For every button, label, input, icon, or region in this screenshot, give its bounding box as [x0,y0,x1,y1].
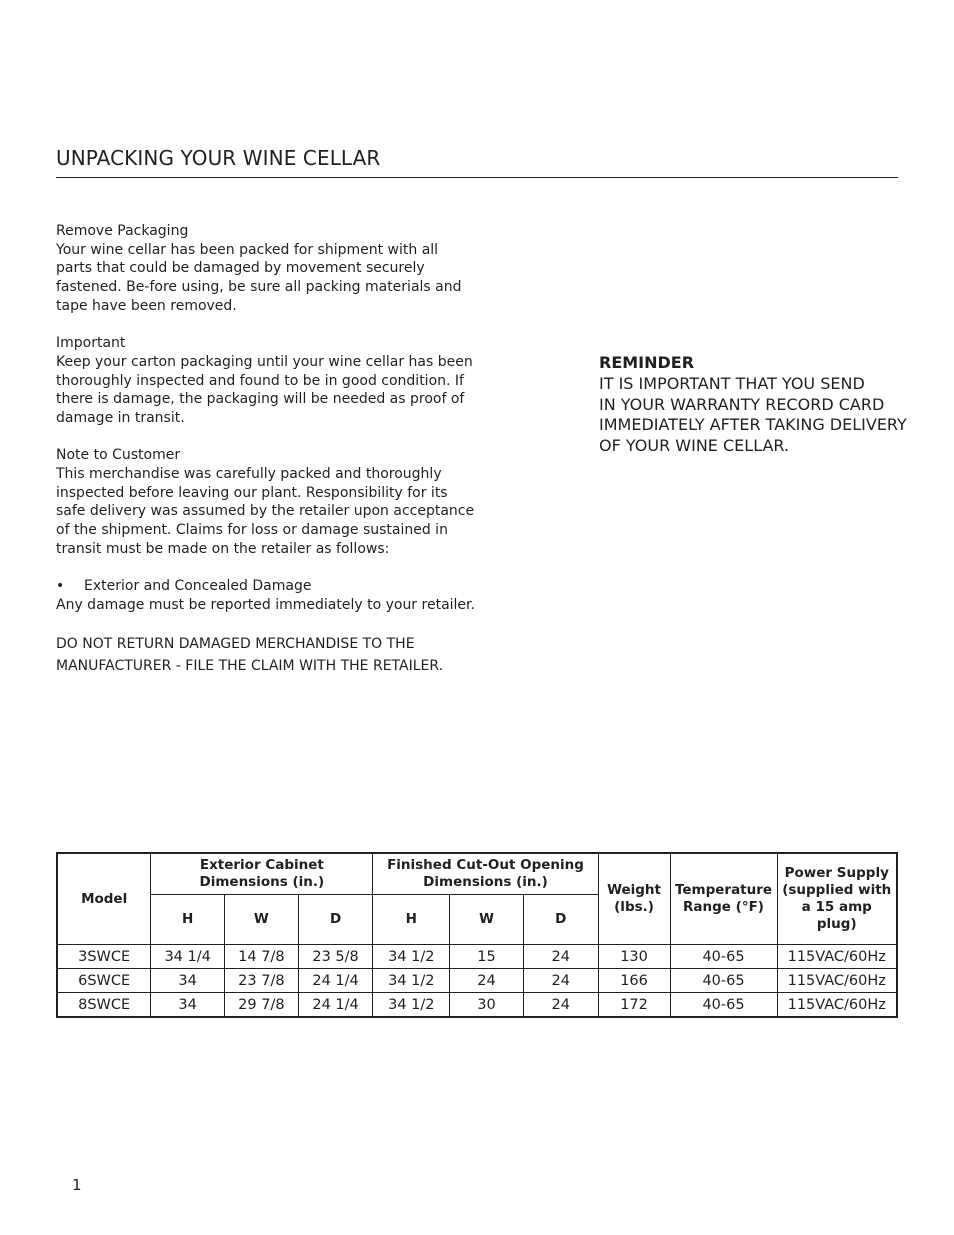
cell-ext-w: 29 7/8 [225,993,299,1018]
reminder-box [599,353,909,457]
cell-ext-d: 24 1/4 [298,993,373,1018]
section-note-to-customer [56,446,476,558]
cell-model: 8SWCE [57,993,151,1018]
cell-cut-h: 34 1/2 [373,945,450,969]
bullet-section [56,577,476,614]
cell-temperature: 40-65 [670,969,777,993]
cell-cut-w: 15 [450,945,524,969]
cell-temperature: 40-65 [670,945,777,969]
bullet-icon: • [56,578,65,595]
cell-model: 6SWCE [57,969,151,993]
section-body: This merchandise was carefully packed and thoroughly inspected before leaving our plant. Responsibility for its safe delivery was assumed by the retailer upon acceptance of the shipment. Claims for loss or damage sustained in transit must be made on the retailer as follows: [56,465,475,557]
bullet-item [56,577,476,596]
section-heading: Important [56,335,126,352]
left-column [56,222,476,677]
cell-cut-d: 24 [523,969,598,993]
cell-ext-w: 14 7/8 [225,945,299,969]
cell-ext-h: 34 [151,969,225,993]
cell-ext-d: 24 1/4 [298,969,373,993]
header-power-supply: Power Supply (supplied with a 15 amp plug) [777,853,897,945]
cell-weight: 166 [598,969,670,993]
header-model: Model [57,853,151,945]
title-divider [56,177,898,178]
section-important [56,334,476,428]
cell-ext-h: 34 1/4 [151,945,225,969]
section-body: Your wine cellar has been packed for shipment with all parts that could be damaged by movement securely fastened. Be-fore using, be sure all packing materials and tape have been removed. [56,241,462,314]
header-cut-h: H [373,895,450,945]
section-body: Keep your carton packaging until your wine cellar has been thoroughly inspected and found to be in good condition. If there is damage, the packaging will be needed as proof of damage in transit. [56,353,473,426]
header-cut-w: W [450,895,524,945]
section-remove-packaging [56,222,476,316]
page-number: 1 [72,1176,82,1194]
cell-power: 115VAC/60Hz [777,969,897,993]
header-exterior-dimensions: Exterior Cabinet Dimensions (in.) [151,853,373,895]
page-title: UNPACKING YOUR WINE CELLAR [56,146,381,170]
reminder-body: IT IS IMPORTANT THAT YOU SEND IN YOUR WARRANTY RECORD CARD IMMEDIATELY AFTER TAKING DELIVERY OF YOUR WINE CELLAR. [599,373,907,456]
cell-cut-w: 30 [450,993,524,1018]
cell-cut-h: 34 1/2 [373,969,450,993]
cell-weight: 130 [598,945,670,969]
table-row [57,969,897,993]
cell-cut-d: 24 [523,993,598,1018]
cell-power: 115VAC/60Hz [777,945,897,969]
header-cutout-dimensions: Finished Cut-Out Opening Dimensions (in.) [373,853,598,895]
bullet-body: Any damage must be reported immediately to your retailer. [56,596,475,613]
bullet-item-text: Exterior and Concealed Damage [84,578,312,595]
table-row [57,993,897,1018]
header-weight: Weight (lbs.) [598,853,670,945]
header-ext-w: W [225,895,299,945]
section-heading: Remove Packaging [56,223,189,239]
cell-cut-h: 34 1/2 [373,993,450,1018]
cell-ext-d: 23 5/8 [298,945,373,969]
cell-ext-h: 34 [151,993,225,1018]
specifications-table [56,852,898,1018]
cell-model: 3SWCE [57,945,151,969]
table-header-row [57,853,897,895]
table-row [57,945,897,969]
cell-ext-w: 23 7/8 [225,969,299,993]
section-heading: Note to Customer [56,447,181,464]
header-ext-d: D [298,895,373,945]
reminder-heading: REMINDER [599,353,695,372]
header-cut-d: D [523,895,598,945]
header-temperature: Temperature Range (°F) [670,853,777,945]
cell-temperature: 40-65 [670,993,777,1018]
cell-cut-d: 24 [523,945,598,969]
header-ext-h: H [151,895,225,945]
cell-cut-w: 24 [450,969,524,993]
return-warning: DO NOT RETURN DAMAGED MERCHANDISE TO THE MANUFACTURER - FILE THE CLAIM WITH THE RETAILER. [56,636,444,675]
cell-weight: 172 [598,993,670,1018]
cell-power: 115VAC/60Hz [777,993,897,1018]
